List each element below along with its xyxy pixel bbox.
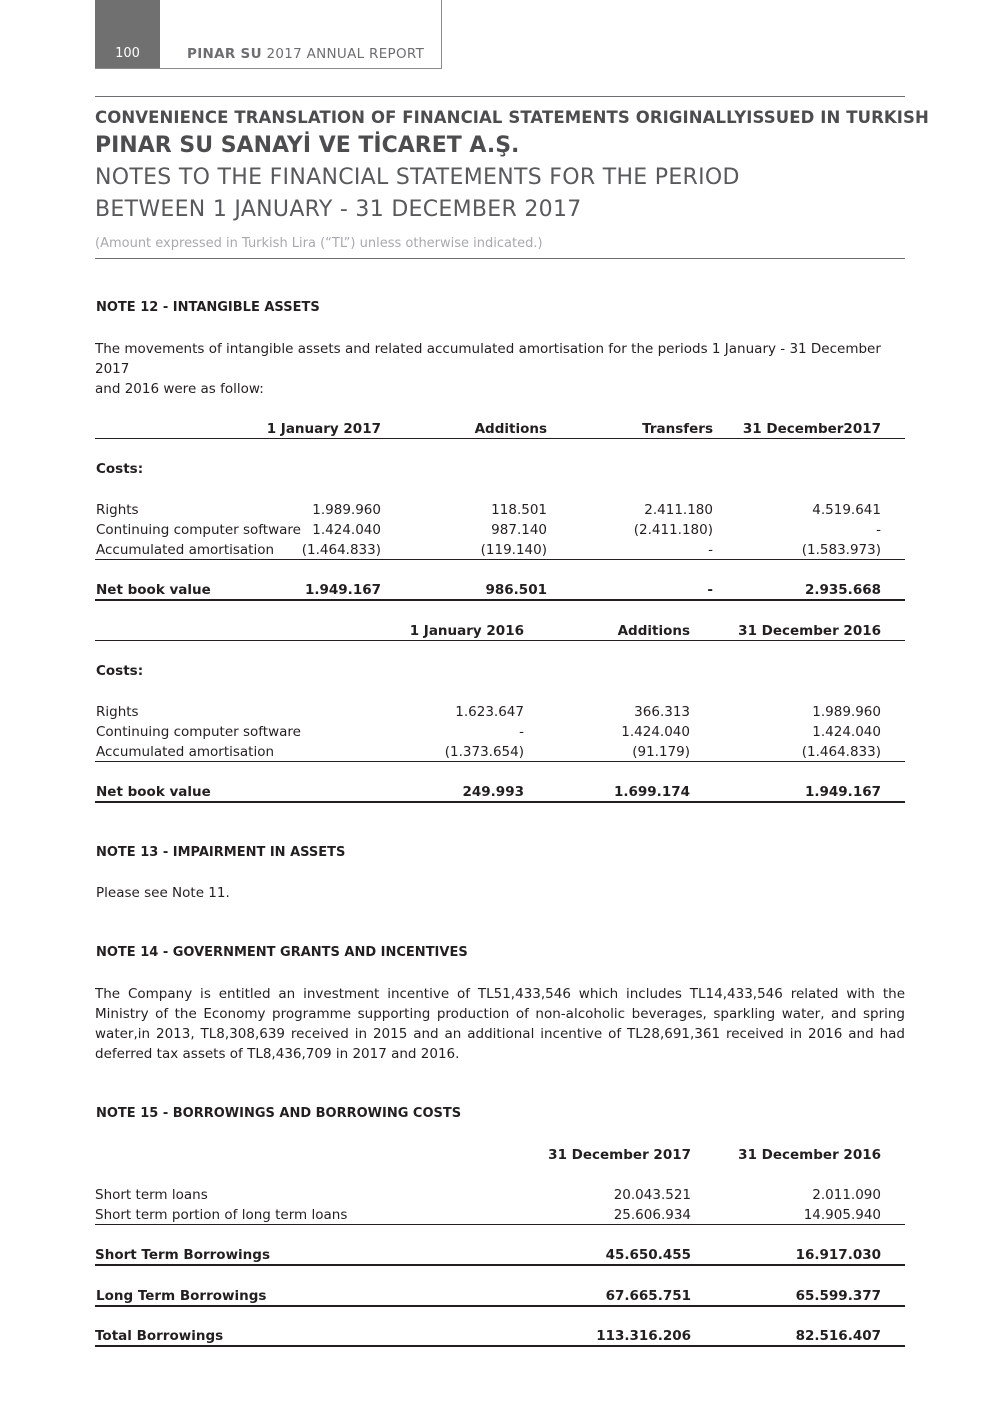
row-label: Short term loans bbox=[95, 1187, 208, 1203]
col-header: Additions bbox=[617, 623, 690, 639]
amount-note: (Amount expressed in Turkish Lira (“TL”) unless otherwise indicated.) bbox=[95, 236, 543, 251]
total-label: Net book value bbox=[96, 784, 211, 800]
col-header: Additions bbox=[474, 421, 547, 437]
cell: (119.140) bbox=[480, 542, 547, 558]
header-rule bbox=[95, 438, 905, 439]
cell: (1.373.654) bbox=[444, 744, 524, 760]
note13-text: Please see Note 11. bbox=[96, 885, 230, 901]
total-rule bbox=[95, 1345, 905, 1347]
note12-heading: NOTE 12 - INTANGIBLE ASSETS bbox=[96, 300, 320, 315]
col-header: 31 December2017 bbox=[742, 421, 881, 437]
row-label: Short term portion of long term loans bbox=[95, 1207, 348, 1223]
col-header: 31 December 2016 bbox=[738, 1147, 881, 1163]
long-term-label: Long Term Borrowings bbox=[96, 1288, 267, 1304]
cell: (1.583.973) bbox=[801, 542, 881, 558]
note14-text: The Company is entitled an investment incentive of TL51,433,546 which includes TL14,433,546 related with the Ministry of the Economy programme supporting production of non-alcoholic beverages, sparkling water, and spring water,in 2013, TL8,308,639 received in 2015 and an additional incentive of TL28,691,361 received in 2016 and had deferred tax assets of TL8,436,709 in 2017 and 2016. bbox=[95, 986, 905, 1062]
cell: 2.011.090 bbox=[812, 1187, 881, 1203]
row-label: Continuing computer software bbox=[96, 522, 301, 538]
cell: 20.043.521 bbox=[613, 1187, 691, 1203]
subtotal-rule bbox=[95, 559, 905, 560]
note12-intro bbox=[95, 339, 905, 399]
cell: 1.989.960 bbox=[312, 502, 381, 518]
cell: - bbox=[708, 542, 713, 558]
total-rule bbox=[95, 801, 905, 803]
cell: 4.519.641 bbox=[812, 502, 881, 518]
costs-label: Costs: bbox=[96, 461, 144, 477]
cell: 1.424.040 bbox=[812, 724, 881, 740]
col-header: 1 January 2016 bbox=[409, 623, 524, 639]
costs-label: Costs: bbox=[96, 663, 144, 679]
cell: - bbox=[519, 724, 524, 740]
company-name: PINAR SU SANAYİ VE TİCARET A.Ş. bbox=[95, 133, 520, 158]
total-rule bbox=[95, 599, 905, 601]
report-title bbox=[187, 46, 424, 62]
total-cell: 249.993 bbox=[462, 784, 524, 800]
cell: 1.989.960 bbox=[812, 704, 881, 720]
total-cell: 82.516.407 bbox=[795, 1328, 881, 1344]
cell: 25.606.934 bbox=[613, 1207, 691, 1223]
row-label: Rights bbox=[96, 704, 139, 720]
header-rule bbox=[95, 640, 905, 641]
brand-name: PINAR SU bbox=[187, 46, 262, 62]
col-header: 31 December 2017 bbox=[548, 1147, 691, 1163]
total-cell: 2.935.668 bbox=[804, 582, 881, 598]
total-rule bbox=[95, 1264, 905, 1266]
total-cell: - bbox=[707, 582, 713, 598]
note12-intro-line2: and 2016 were as follow: bbox=[95, 381, 264, 397]
row-label: Accumulated amortisation bbox=[96, 744, 275, 760]
col-header: Transfers bbox=[642, 421, 713, 437]
total-cell: 45.650.455 bbox=[605, 1247, 691, 1263]
title-top-rule bbox=[95, 96, 905, 97]
total-cell: 1.949.167 bbox=[804, 784, 881, 800]
row-label: Rights bbox=[96, 502, 139, 518]
cell: 366.313 bbox=[634, 704, 690, 720]
total-cell: 1.699.174 bbox=[613, 784, 690, 800]
convenience-heading: CONVENIENCE TRANSLATION OF FINANCIAL STATEMENTS ORIGINALLYISSUED IN TURKISH bbox=[95, 108, 929, 127]
col-header: 31 December 2016 bbox=[738, 623, 881, 639]
total-cell: 986.501 bbox=[485, 582, 547, 598]
cell: - bbox=[876, 522, 881, 538]
cell: 1.424.040 bbox=[312, 522, 381, 538]
notes-title-line2: BETWEEN 1 JANUARY - 31 DECEMBER 2017 bbox=[95, 197, 582, 222]
total-cell: 113.316.206 bbox=[596, 1328, 691, 1344]
subtotal-rule bbox=[95, 761, 905, 762]
total-cell: 65.599.377 bbox=[795, 1288, 881, 1304]
cell: (1.464.833) bbox=[301, 542, 381, 558]
notes-title-line1: NOTES TO THE FINANCIAL STATEMENTS FOR THE PERIOD bbox=[95, 165, 740, 190]
note15-heading: NOTE 15 - BORROWINGS AND BORROWING COSTS bbox=[96, 1106, 462, 1121]
total-borrowings-label: Total Borrowings bbox=[95, 1328, 224, 1344]
report-name: 2017 ANNUAL REPORT bbox=[266, 46, 425, 62]
cell: 1.424.040 bbox=[621, 724, 690, 740]
total-cell: 1.949.167 bbox=[304, 582, 381, 598]
cell: 987.140 bbox=[491, 522, 547, 538]
cell: (91.179) bbox=[632, 744, 690, 760]
row-label: Accumulated amortisation bbox=[96, 542, 275, 558]
cell: (2.411.180) bbox=[633, 522, 713, 538]
cell: (1.464.833) bbox=[801, 744, 881, 760]
total-cell: 67.665.751 bbox=[605, 1288, 691, 1304]
cell: 118.501 bbox=[491, 502, 547, 518]
note12-intro-line1: The movements of intangible assets and related accumulated amortisation for the periods 1 January - 31 December 2017 bbox=[95, 341, 881, 377]
cell: 1.623.647 bbox=[455, 704, 524, 720]
short-term-label: Short Term Borrowings bbox=[95, 1247, 270, 1263]
cell: 14.905.940 bbox=[803, 1207, 881, 1223]
total-rule bbox=[95, 1305, 905, 1307]
title-bottom-rule bbox=[95, 258, 905, 259]
note14-heading: NOTE 14 - GOVERNMENT GRANTS AND INCENTIVES bbox=[96, 945, 468, 960]
total-cell: 16.917.030 bbox=[795, 1247, 881, 1263]
col-header: 1 January 2017 bbox=[266, 421, 381, 437]
subtotal-rule bbox=[95, 1224, 905, 1225]
page-number: 100 bbox=[95, 0, 160, 68]
row-label: Continuing computer software bbox=[96, 724, 301, 740]
cell: 2.411.180 bbox=[644, 502, 713, 518]
note13-heading: NOTE 13 - IMPAIRMENT IN ASSETS bbox=[96, 845, 346, 860]
total-label: Net book value bbox=[96, 582, 211, 598]
